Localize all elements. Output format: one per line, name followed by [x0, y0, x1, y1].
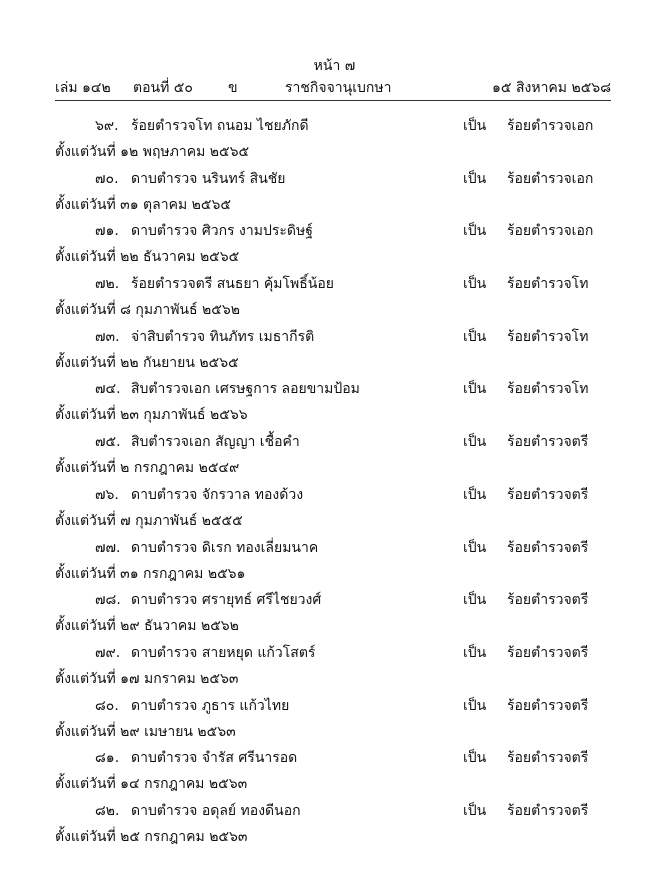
- entry-becomes: เป็น: [463, 328, 487, 345]
- entry-becomes: เป็น: [463, 118, 487, 134]
- entry-main-line: [0, 696, 659, 716]
- entry-effective-date: ตั้งแต่วันที่ ๒๒ ธันวาคม ๒๕๖๕: [55, 249, 240, 266]
- promotion-list: [0, 116, 659, 854]
- entry-number: ๗๗.: [95, 539, 121, 556]
- entry-effective-date: ตั้งแต่วันที่ ๒๓ กุมภาพันธ์ ๒๕๖๖: [55, 407, 248, 424]
- entry-becomes: เป็น: [463, 381, 487, 398]
- entry-effective-date: ตั้งแต่วันที่ ๒ กรกฎาคม ๒๕๔๙: [55, 460, 240, 477]
- entry-new-rank: ร้อยตำรวจตรี: [507, 750, 589, 767]
- entry-number: ๖๙.: [95, 118, 119, 134]
- entry-becomes: เป็น: [463, 697, 487, 714]
- entry-new-rank: ร้อยตำรวจเอก: [507, 118, 594, 134]
- entry-becomes: เป็น: [463, 802, 487, 819]
- entry-becomes: เป็น: [463, 750, 487, 767]
- entry-becomes: เป็น: [463, 276, 487, 293]
- entry-effective-date: ตั้งแต่วันที่ ๓๑ กรกฎาคม ๒๕๖๑: [55, 565, 246, 582]
- entry-main-line: [0, 538, 659, 558]
- entry-rank-name: จ่าสิบตำรวจ ทินภัทร เมธากีรติ: [131, 328, 315, 345]
- entry-becomes: เป็น: [463, 592, 487, 609]
- entry-new-rank: ร้อยตำรวจตรี: [507, 539, 589, 556]
- list-item: [0, 221, 659, 274]
- entry-main-line: [0, 379, 659, 399]
- list-item: [0, 379, 659, 432]
- entry-becomes: เป็น: [463, 170, 487, 187]
- entry-becomes: เป็น: [463, 486, 487, 503]
- entry-new-rank: ร้อยตำรวจโท: [507, 328, 589, 345]
- entry-number: ๗๕.: [95, 434, 121, 451]
- entry-becomes: เป็น: [463, 223, 487, 240]
- entry-becomes: เป็น: [463, 434, 487, 451]
- entry-main-line: [0, 274, 659, 294]
- list-item: [0, 590, 659, 643]
- entry-number: ๘๑.: [95, 750, 120, 767]
- list-item: [0, 801, 659, 854]
- entry-effective-date: ตั้งแต่วันที่ ๑๒ พฤษภาคม ๒๕๖๕: [55, 144, 250, 160]
- entry-effective-date: ตั้งแต่วันที่ ๑๗ มกราคม ๒๕๖๓: [55, 670, 239, 687]
- entry-effective-date: ตั้งแต่วันที่ ๒๒ กันยายน ๒๕๖๕: [55, 354, 239, 371]
- entry-rank-name: ร้อยตำรวจโท ถนอม ไชยภักดี: [131, 118, 309, 134]
- entry-rank-name: ดาบตำรวจ สายหยุด แก้วโสตร์: [131, 644, 316, 661]
- list-item: [0, 116, 659, 169]
- entry-number: ๗๓.: [95, 328, 120, 345]
- entry-main-line: [0, 116, 659, 136]
- entry-rank-name: สิบตำรวจเอก สัญญา เชื้อคำ: [131, 434, 300, 451]
- entry-main-line: [0, 221, 659, 241]
- header-volume: เล่ม ๑๔๒: [55, 80, 111, 96]
- entry-new-rank: ร้อยตำรวจโท: [507, 381, 589, 398]
- entry-number: ๗๔.: [95, 381, 121, 398]
- entry-rank-name: ดาบตำรวจ ภูธาร แก้วไทย: [131, 697, 290, 714]
- entry-main-line: [0, 590, 659, 610]
- entry-rank-name: ร้อยตำรวจตรี สนธยา คุ้มโพธิ์น้อย: [131, 276, 334, 293]
- entry-new-rank: ร้อยตำรวจเอก: [507, 170, 594, 187]
- entry-effective-date: ตั้งแต่วันที่ ๒๙ ธันวาคม ๒๕๖๒: [55, 618, 239, 635]
- entry-main-line: [0, 748, 659, 768]
- list-item: [0, 169, 659, 222]
- entry-rank-name: ดาบตำรวจ จำรัส ศรีนารอด: [131, 750, 298, 767]
- entry-rank-name: ดาบตำรวจ ศรายุทธ์ ศรีไชยวงศ์: [131, 592, 322, 609]
- header-date: ๑๕ สิงหาคม ๒๕๖๘: [492, 80, 611, 96]
- gazette-header: [55, 79, 611, 99]
- entry-rank-name: ดาบตำรวจ นรินทร์ สินชัย: [131, 170, 286, 187]
- entry-new-rank: ร้อยตำรวจเอก: [507, 223, 594, 240]
- entry-number: ๘๒.: [95, 802, 120, 819]
- header-part: ตอนที่ ๕๐: [133, 80, 193, 96]
- list-item: [0, 274, 659, 327]
- entry-number: ๘๐.: [95, 697, 119, 714]
- entry-rank-name: สิบตำรวจเอก เศรษฐการ ลอยขามป้อม: [131, 381, 360, 398]
- entry-number: ๗๒.: [95, 276, 120, 293]
- entry-main-line: [0, 432, 659, 452]
- entry-new-rank: ร้อยตำรวจตรี: [507, 697, 589, 714]
- entry-effective-date: ตั้งแต่วันที่ ๑๔ กรกฎาคม ๒๕๖๓: [55, 776, 248, 793]
- entry-effective-date: ตั้งแต่วันที่ ๗ กุมภาพันธ์ ๒๕๕๕: [55, 512, 243, 529]
- list-item: [0, 643, 659, 696]
- entry-new-rank: ร้อยตำรวจตรี: [507, 434, 589, 451]
- list-item: [0, 327, 659, 380]
- entry-main-line: [0, 485, 659, 505]
- header-section: ข: [228, 80, 238, 96]
- entry-effective-date: ตั้งแต่วันที่ ๓๑ ตุลาคม ๒๕๖๕: [55, 196, 231, 213]
- entry-new-rank: ร้อยตำรวจตรี: [507, 486, 589, 503]
- entry-rank-name: ดาบตำรวจ จักรวาล ทองด้วง: [131, 486, 304, 503]
- entry-new-rank: ร้อยตำรวจตรี: [507, 644, 589, 661]
- header-divider: [55, 100, 611, 101]
- entry-number: ๗๘.: [95, 592, 121, 609]
- entry-becomes: เป็น: [463, 539, 487, 556]
- list-item: [0, 485, 659, 538]
- entry-number: ๗๖.: [95, 486, 119, 503]
- entry-becomes: เป็น: [463, 644, 487, 661]
- header-gazette-title: ราชกิจจานุเบกษา: [285, 80, 392, 96]
- entry-main-line: [0, 169, 659, 189]
- entry-effective-date: ตั้งแต่วันที่ ๘ กุมภาพันธ์ ๒๕๖๒: [55, 302, 240, 319]
- entry-main-line: [0, 643, 659, 663]
- entry-number: ๗๙.: [95, 644, 121, 661]
- entry-new-rank: ร้อยตำรวจโท: [507, 276, 589, 293]
- entry-main-line: [0, 327, 659, 347]
- page-number: หน้า ๗: [313, 58, 356, 74]
- entry-effective-date: ตั้งแต่วันที่ ๒๙ เมษายน ๒๕๖๓: [55, 723, 236, 740]
- list-item: [0, 696, 659, 749]
- entry-new-rank: ร้อยตำรวจตรี: [507, 802, 589, 819]
- entry-new-rank: ร้อยตำรวจตรี: [507, 592, 589, 609]
- entry-number: ๗๐.: [95, 170, 119, 187]
- entry-rank-name: ดาบตำรวจ อดุลย์ ทองดีนอก: [131, 802, 301, 819]
- entry-main-line: [0, 801, 659, 821]
- entry-number: ๗๑.: [95, 223, 119, 240]
- list-item: [0, 748, 659, 801]
- list-item: [0, 432, 659, 485]
- entry-rank-name: ดาบตำรวจ ดิเรก ทองเลี่ยมนาค: [131, 539, 319, 556]
- entry-rank-name: ดาบตำรวจ ศิวกร งามประดิษฐ์: [131, 223, 313, 240]
- entry-effective-date: ตั้งแต่วันที่ ๒๕ กรกฎาคม ๒๕๖๓: [55, 828, 248, 845]
- list-item: [0, 538, 659, 591]
